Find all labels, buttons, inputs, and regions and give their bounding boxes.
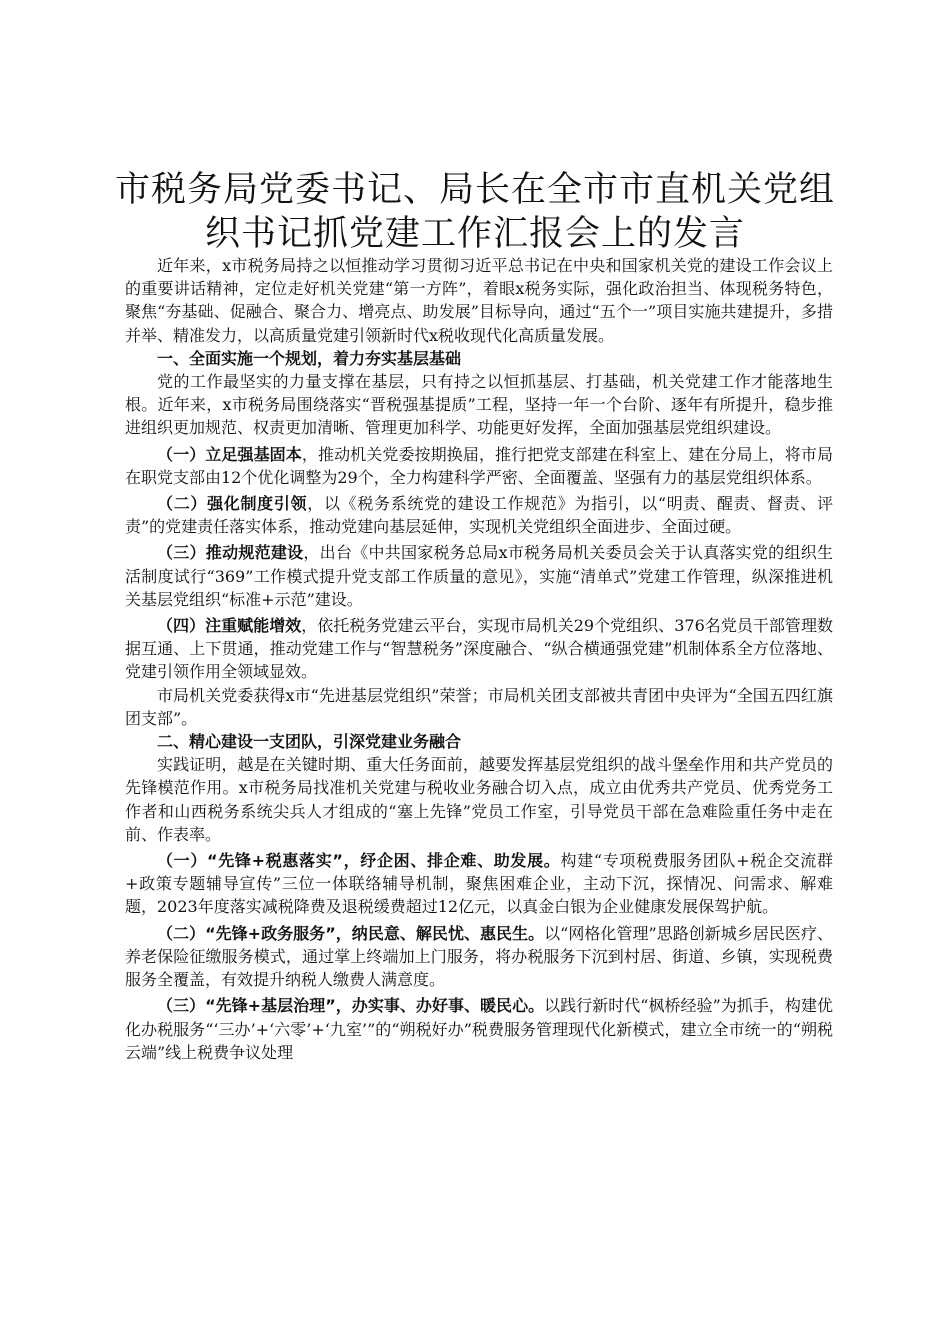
section-1-heading: 一、全面实施一个规划，着力夯实基层基础 xyxy=(157,348,462,368)
section-1-item xyxy=(125,614,833,684)
item-text: ，以《税务系统党的建设工作规范》为指引，以“明责、醒责、督责、评责”的党建责任落实体系，推动党建向基层延伸，实现机关党组织全面进步、全面过硬。 xyxy=(125,494,833,537)
title-line-2: 织书记抓党建工作汇报会上的发言 xyxy=(204,214,745,254)
section-2-heading: 二、精心建设一支团队，引深党建业务融合 xyxy=(157,732,462,752)
section-1-closing: 市局机关党委获得x市“先进基层党组织”荣誉；市局机关团支部被共青团中央评为“全国五四红旗团支部”。 xyxy=(125,685,833,728)
item-label: （二）“先锋+政务服务”，纳民意、解民忧、惠民生。 xyxy=(157,923,545,943)
section-2-item xyxy=(125,994,833,1064)
section-2-item xyxy=(125,922,833,992)
item-text: ，推动机关党委按期换届，推行把党支部建在科室上、建在分局上，将市局在职党支部由12个优化调整为29个，全力构建科学严密、全面覆盖、坚强有力的基层党组织体系。 xyxy=(125,444,833,487)
item-text: ，依托税务党建云平台，实现市局机关29个党组织、376名党员干部管理数据互通、上下贯通，推动党建工作与“智慧税务”深度融合、“纵合横通强党建”机制体系全方位落地、党建引领作用全领域显效。 xyxy=(125,616,833,682)
item-text: 构建“专项税费服务团队+税企交流群+政策专题辅导宣传”三位一体联络辅导机制，聚焦困难企业，主动下沉，探情况、问需求、解难题，2023年度落实减税降费及退税缓费超过12亿元，以真金白银为企业健康发展保驾护航。 xyxy=(125,851,833,917)
document-title xyxy=(110,168,840,256)
item-label: （三）“先锋+基层治理”，办实事、办好事、暖民心。 xyxy=(157,996,545,1016)
item-label: （四）注重赋能增效 xyxy=(157,616,302,636)
item-label: （三）推动规范建设 xyxy=(157,543,304,563)
section-2-item xyxy=(125,849,833,919)
section-1-item xyxy=(125,492,833,538)
item-label: （二）强化制度引领 xyxy=(157,494,308,514)
title-line-1: 市税务局党委书记、局长在全市市直机关党组 xyxy=(114,170,835,210)
item-text: ，出台《中共国家税务总局x市税务局机关委员会关于认真落实党的组织生活制度试行“369”工作模式提升党支部工作质量的意见》，实施“清单式”党建工作管理，纵深推进机关基层党组织“标准+示范”建设。 xyxy=(125,543,833,609)
section-1-item xyxy=(125,443,833,489)
section-1-lead: 党的工作最坚实的力量支撑在基层，只有持之以恒抓基层、打基础，机关党建工作才能落地生根。近年来，x市税务局围绕落实“晋税强基提质”工程，坚持一年一个台阶、逐年有所提升，稳步推进组织更加规范、权责更加清晰、管理更加科学、功能更好发挥，全面加强基层党组织建设。 xyxy=(125,372,833,438)
item-text: 以“网格化管理”思路创新城乡居民医疗、养老保险征缴服务模式，通过掌上终端加上门服务，将办税服务下沉到村居、街道、乡镇，实现税费服务全覆盖，有效提升纳税人缴费人满意度。 xyxy=(125,923,833,990)
item-label: （一）“先锋+税惠落实”，纾企困、排企难、助发展。 xyxy=(157,851,561,871)
document-body xyxy=(125,254,833,1064)
intro-paragraph: 近年来，x市税务局持之以恒推动学习贯彻习近平总书记在中央和国家机关党的建设工作会议上的重要讲话精神，定位走好机关党建“第一方阵”，着眼x税务实际，强化政治担当、体现税务特色，聚焦“夯基础、促融合、聚合力、增亮点、助发展”目标导向，通过“五个一”项目实施共建提升，多措并举、精准发力，以高质量党建引领新时代x税收现代化高质量发展。 xyxy=(125,256,833,345)
item-text: 以践行新时代“枫桥经验”为抓手，构建优化办税服务“‘三办’+‘六零’+‘九室’”的“朔税好办”税费服务管理现代化新模式，建立全市统一的“朔税云端”线上税费争议处理 xyxy=(125,996,833,1062)
section-1-item xyxy=(125,541,833,611)
item-label: （一）立足强基固本 xyxy=(157,444,302,464)
section-2-lead: 实践证明，越是在关键时期、重大任务面前，越要发挥基层党组织的战斗堡垒作用和共产党员的先锋模范作用。x市税务局找准机关党建与税收业务融合切入点，成立由优秀共产党员、优秀党务工作者和山西税务系统尖兵人才组成的“塞上先锋”党员工作室，引导党员干部在急难险重任务中走在前、作表率。 xyxy=(125,755,833,844)
